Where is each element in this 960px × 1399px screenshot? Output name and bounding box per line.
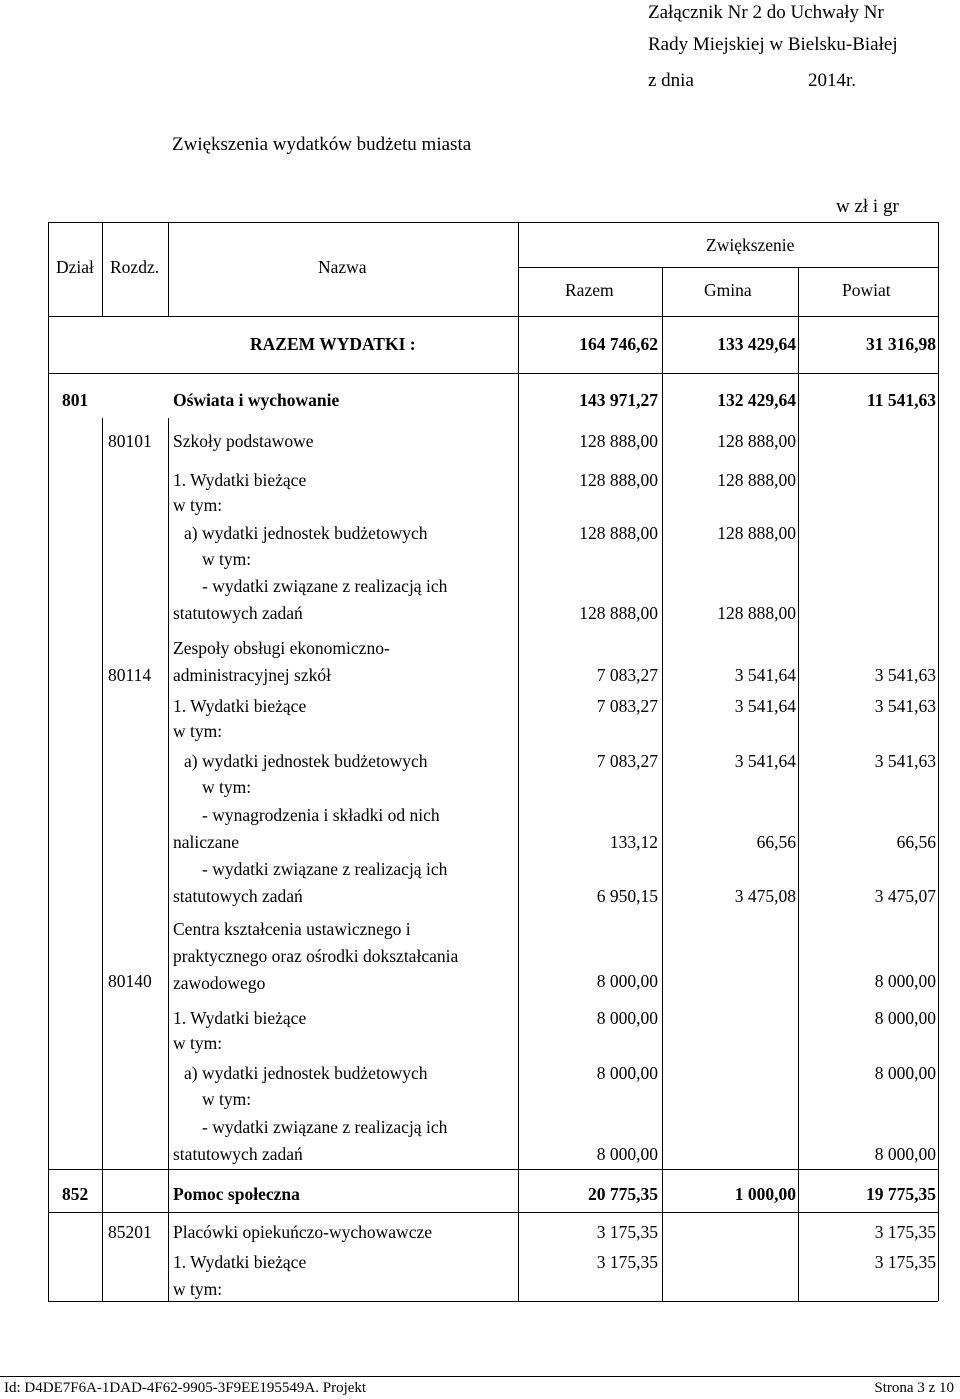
gmina-value: 128 888,00 xyxy=(717,603,796,623)
row-name: w tym: xyxy=(202,777,252,797)
row-name: w tym: xyxy=(173,1279,223,1299)
attachment-line-1: Załącznik Nr 2 do Uchwały Nr xyxy=(648,2,884,23)
row-name: Placówki opiekuńczo-wychowawcze xyxy=(173,1222,432,1242)
razem-value: 133,12 xyxy=(609,832,658,852)
razem-value: 8 000,00 xyxy=(596,1144,658,1164)
header-zwiekszenie: Zwiększenie xyxy=(706,235,795,255)
dzial-code: 801 xyxy=(62,390,89,410)
attachment-year: 2014r. xyxy=(808,70,857,91)
unit-label: w zł i gr xyxy=(836,196,899,217)
total-gmina: 133 429,64 xyxy=(717,334,796,354)
row-name: 1. Wydatki bieżące xyxy=(173,696,307,716)
razem-value: 8 000,00 xyxy=(596,971,658,991)
total-label: RAZEM WYDATKI : xyxy=(250,334,416,354)
gmina-value: 128 888,00 xyxy=(717,523,796,543)
row-name-line-2: administracyjnej szkół xyxy=(173,665,331,685)
total-powiat: 31 316,98 xyxy=(866,334,936,354)
rozdzial-code: 80140 xyxy=(108,971,152,991)
row-name: 1. Wydatki bieżące xyxy=(173,470,307,490)
rozdzial-code: 80101 xyxy=(108,431,152,451)
row-name-line-1: - wydatki związane z realizacją ich xyxy=(202,1117,448,1137)
page-title: Zwiększenia wydatków budżetu miasta xyxy=(172,134,472,155)
row-name: a) wydatki jednostek budżetowych xyxy=(184,1063,428,1083)
razem-value: 3 175,35 xyxy=(596,1252,658,1272)
page-number: Strona 3 z 10 xyxy=(874,1380,954,1396)
row-name-line-3: zawodowego xyxy=(173,973,266,993)
gmina-value: 128 888,00 xyxy=(717,470,796,490)
gmina-value: 66,56 xyxy=(756,832,796,852)
razem-value: 3 175,35 xyxy=(596,1222,658,1242)
gmina-value: 1 000,00 xyxy=(734,1184,796,1204)
rozdzial-code: 80114 xyxy=(108,665,152,685)
document-id: Id: D4DE7F6A-1DAD-4F62-9905-3F9EE195549A. Projekt xyxy=(4,1380,367,1396)
row-name-line-2: statutowych zadań xyxy=(173,886,303,906)
row-name-line-1: - wydatki związane z realizacją ich xyxy=(202,576,448,596)
row-name-line-2: naliczane xyxy=(173,832,240,852)
row-name-line-2: praktycznego oraz ośrodki dokształcania xyxy=(173,946,459,966)
gmina-value: 3 541,64 xyxy=(734,696,796,716)
row-name-line-2: statutowych zadań xyxy=(173,1144,303,1164)
razem-value: 143 971,27 xyxy=(579,390,658,410)
razem-value: 128 888,00 xyxy=(579,470,658,490)
powiat-value: 19 775,35 xyxy=(866,1184,936,1204)
row-name-line-1: Centra kształcenia ustawicznego i xyxy=(173,919,411,939)
row-name: w tym: xyxy=(173,1033,223,1053)
header-nazwa: Nazwa xyxy=(318,257,367,277)
attachment-line-2: Rady Miejskiej w Bielsku-Białej xyxy=(648,34,898,55)
row-name: Oświata i wychowanie xyxy=(173,390,340,410)
powiat-value: 8 000,00 xyxy=(874,1063,936,1083)
row-name: Pomoc społeczna xyxy=(173,1184,300,1204)
powiat-value: 11 541,63 xyxy=(866,390,936,410)
row-name: Szkoły podstawowe xyxy=(173,431,314,451)
row-name: w tym: xyxy=(202,549,252,569)
row-name: w tym: xyxy=(173,721,223,741)
gmina-value: 128 888,00 xyxy=(717,431,796,451)
powiat-value: 3 175,35 xyxy=(874,1222,936,1242)
header-razem: Razem xyxy=(565,280,614,300)
header-dzial: Dział xyxy=(56,257,94,277)
powiat-value: 3 475,07 xyxy=(874,886,936,906)
razem-value: 128 888,00 xyxy=(579,431,658,451)
razem-value: 128 888,00 xyxy=(579,523,658,543)
header-rozdz: Rozdz. xyxy=(110,257,160,277)
header-gmina: Gmina xyxy=(704,280,752,300)
total-razem: 164 746,62 xyxy=(579,334,658,354)
razem-value: 7 083,27 xyxy=(596,696,658,716)
row-name-line-1: - wynagrodzenia i składki od nich xyxy=(202,805,440,825)
razem-value: 8 000,00 xyxy=(596,1008,658,1028)
attachment-date-label: z dnia xyxy=(648,70,694,91)
dzial-code: 852 xyxy=(62,1184,89,1204)
powiat-value: 8 000,00 xyxy=(874,971,936,991)
row-name: 1. Wydatki bieżące xyxy=(173,1008,307,1028)
row-name: w tym: xyxy=(202,1089,252,1109)
powiat-value: 3 175,35 xyxy=(874,1252,936,1272)
razem-value: 7 083,27 xyxy=(596,665,658,685)
row-name: a) wydatki jednostek budżetowych xyxy=(184,523,428,543)
powiat-value: 3 541,63 xyxy=(874,696,936,716)
header-powiat: Powiat xyxy=(842,280,891,300)
powiat-value: 8 000,00 xyxy=(874,1144,936,1164)
rozdzial-code: 85201 xyxy=(108,1222,152,1242)
razem-value: 20 775,35 xyxy=(588,1184,658,1204)
row-name: 1. Wydatki bieżące xyxy=(173,1252,307,1272)
powiat-value: 8 000,00 xyxy=(874,1008,936,1028)
razem-value: 7 083,27 xyxy=(596,751,658,771)
powiat-value: 3 541,63 xyxy=(874,751,936,771)
powiat-value: 66,56 xyxy=(896,832,936,852)
gmina-value: 3 475,08 xyxy=(734,886,796,906)
gmina-value: 3 541,64 xyxy=(734,665,796,685)
row-name-line-2: statutowych zadań xyxy=(173,603,303,623)
gmina-value: 132 429,64 xyxy=(717,390,796,410)
gmina-value: 3 541,64 xyxy=(734,751,796,771)
row-name: a) wydatki jednostek budżetowych xyxy=(184,751,428,771)
razem-value: 6 950,15 xyxy=(596,886,658,906)
powiat-value: 3 541,63 xyxy=(874,665,936,685)
row-name: w tym: xyxy=(173,495,223,515)
row-name-line-1: Zespoły obsługi ekonomiczno- xyxy=(173,638,390,658)
row-name-line-1: - wydatki związane z realizacją ich xyxy=(202,859,448,879)
razem-value: 128 888,00 xyxy=(579,603,658,623)
razem-value: 8 000,00 xyxy=(596,1063,658,1083)
